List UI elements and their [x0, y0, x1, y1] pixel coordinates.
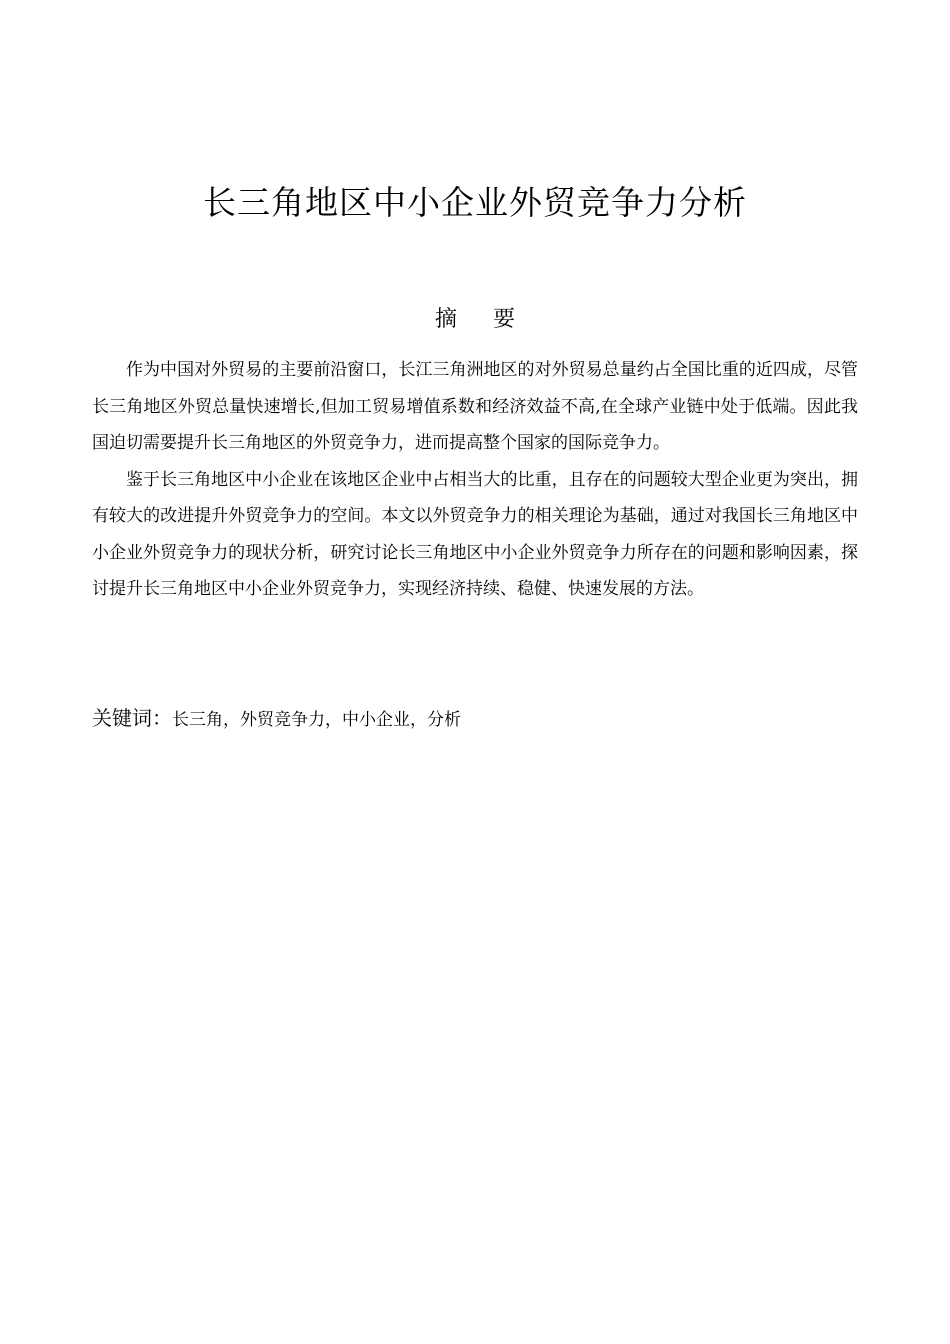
keywords-label: 关键词： — [92, 706, 172, 730]
abstract-heading: 摘要 — [434, 307, 551, 332]
keywords-line — [92, 702, 858, 736]
abstract-paragraph-1: 作为中国对外贸易的主要前沿窗口，长江三角洲地区的对外贸易总量约占全国比重的近四成，尽管长三角地区外贸总量快速增长,但加工贸易增值系数和经济效益不高,在全球产业链中处于低端。因此我国迫切需要提升长三角地区的外贸竞争力，进而提高整个国家的国际竞争力。 — [92, 360, 858, 453]
abstract-body — [92, 352, 858, 608]
document-title: 长三角地区中小企业外贸竞争力分析 — [203, 183, 747, 222]
keywords-text: 长三角，外贸竞争力，中小企业，分析 — [172, 710, 461, 730]
abstract-paragraph-2: 鉴于长三角地区中小企业在该地区企业中占相当大的比重，且存在的问题较大型企业更为突出，拥有较大的改进提升外贸竞争力的空间。本文以外贸竞争力的相关理论为基础，通过对我国长三角地区中小企业外贸竞争力的现状分析，研究讨论长三角地区中小企业外贸竞争力所存在的问题和影响因素，探讨提升长三角地区中小企业外贸竞争力，实现经济持续、稳健、快速发展的方法。 — [92, 469, 858, 599]
